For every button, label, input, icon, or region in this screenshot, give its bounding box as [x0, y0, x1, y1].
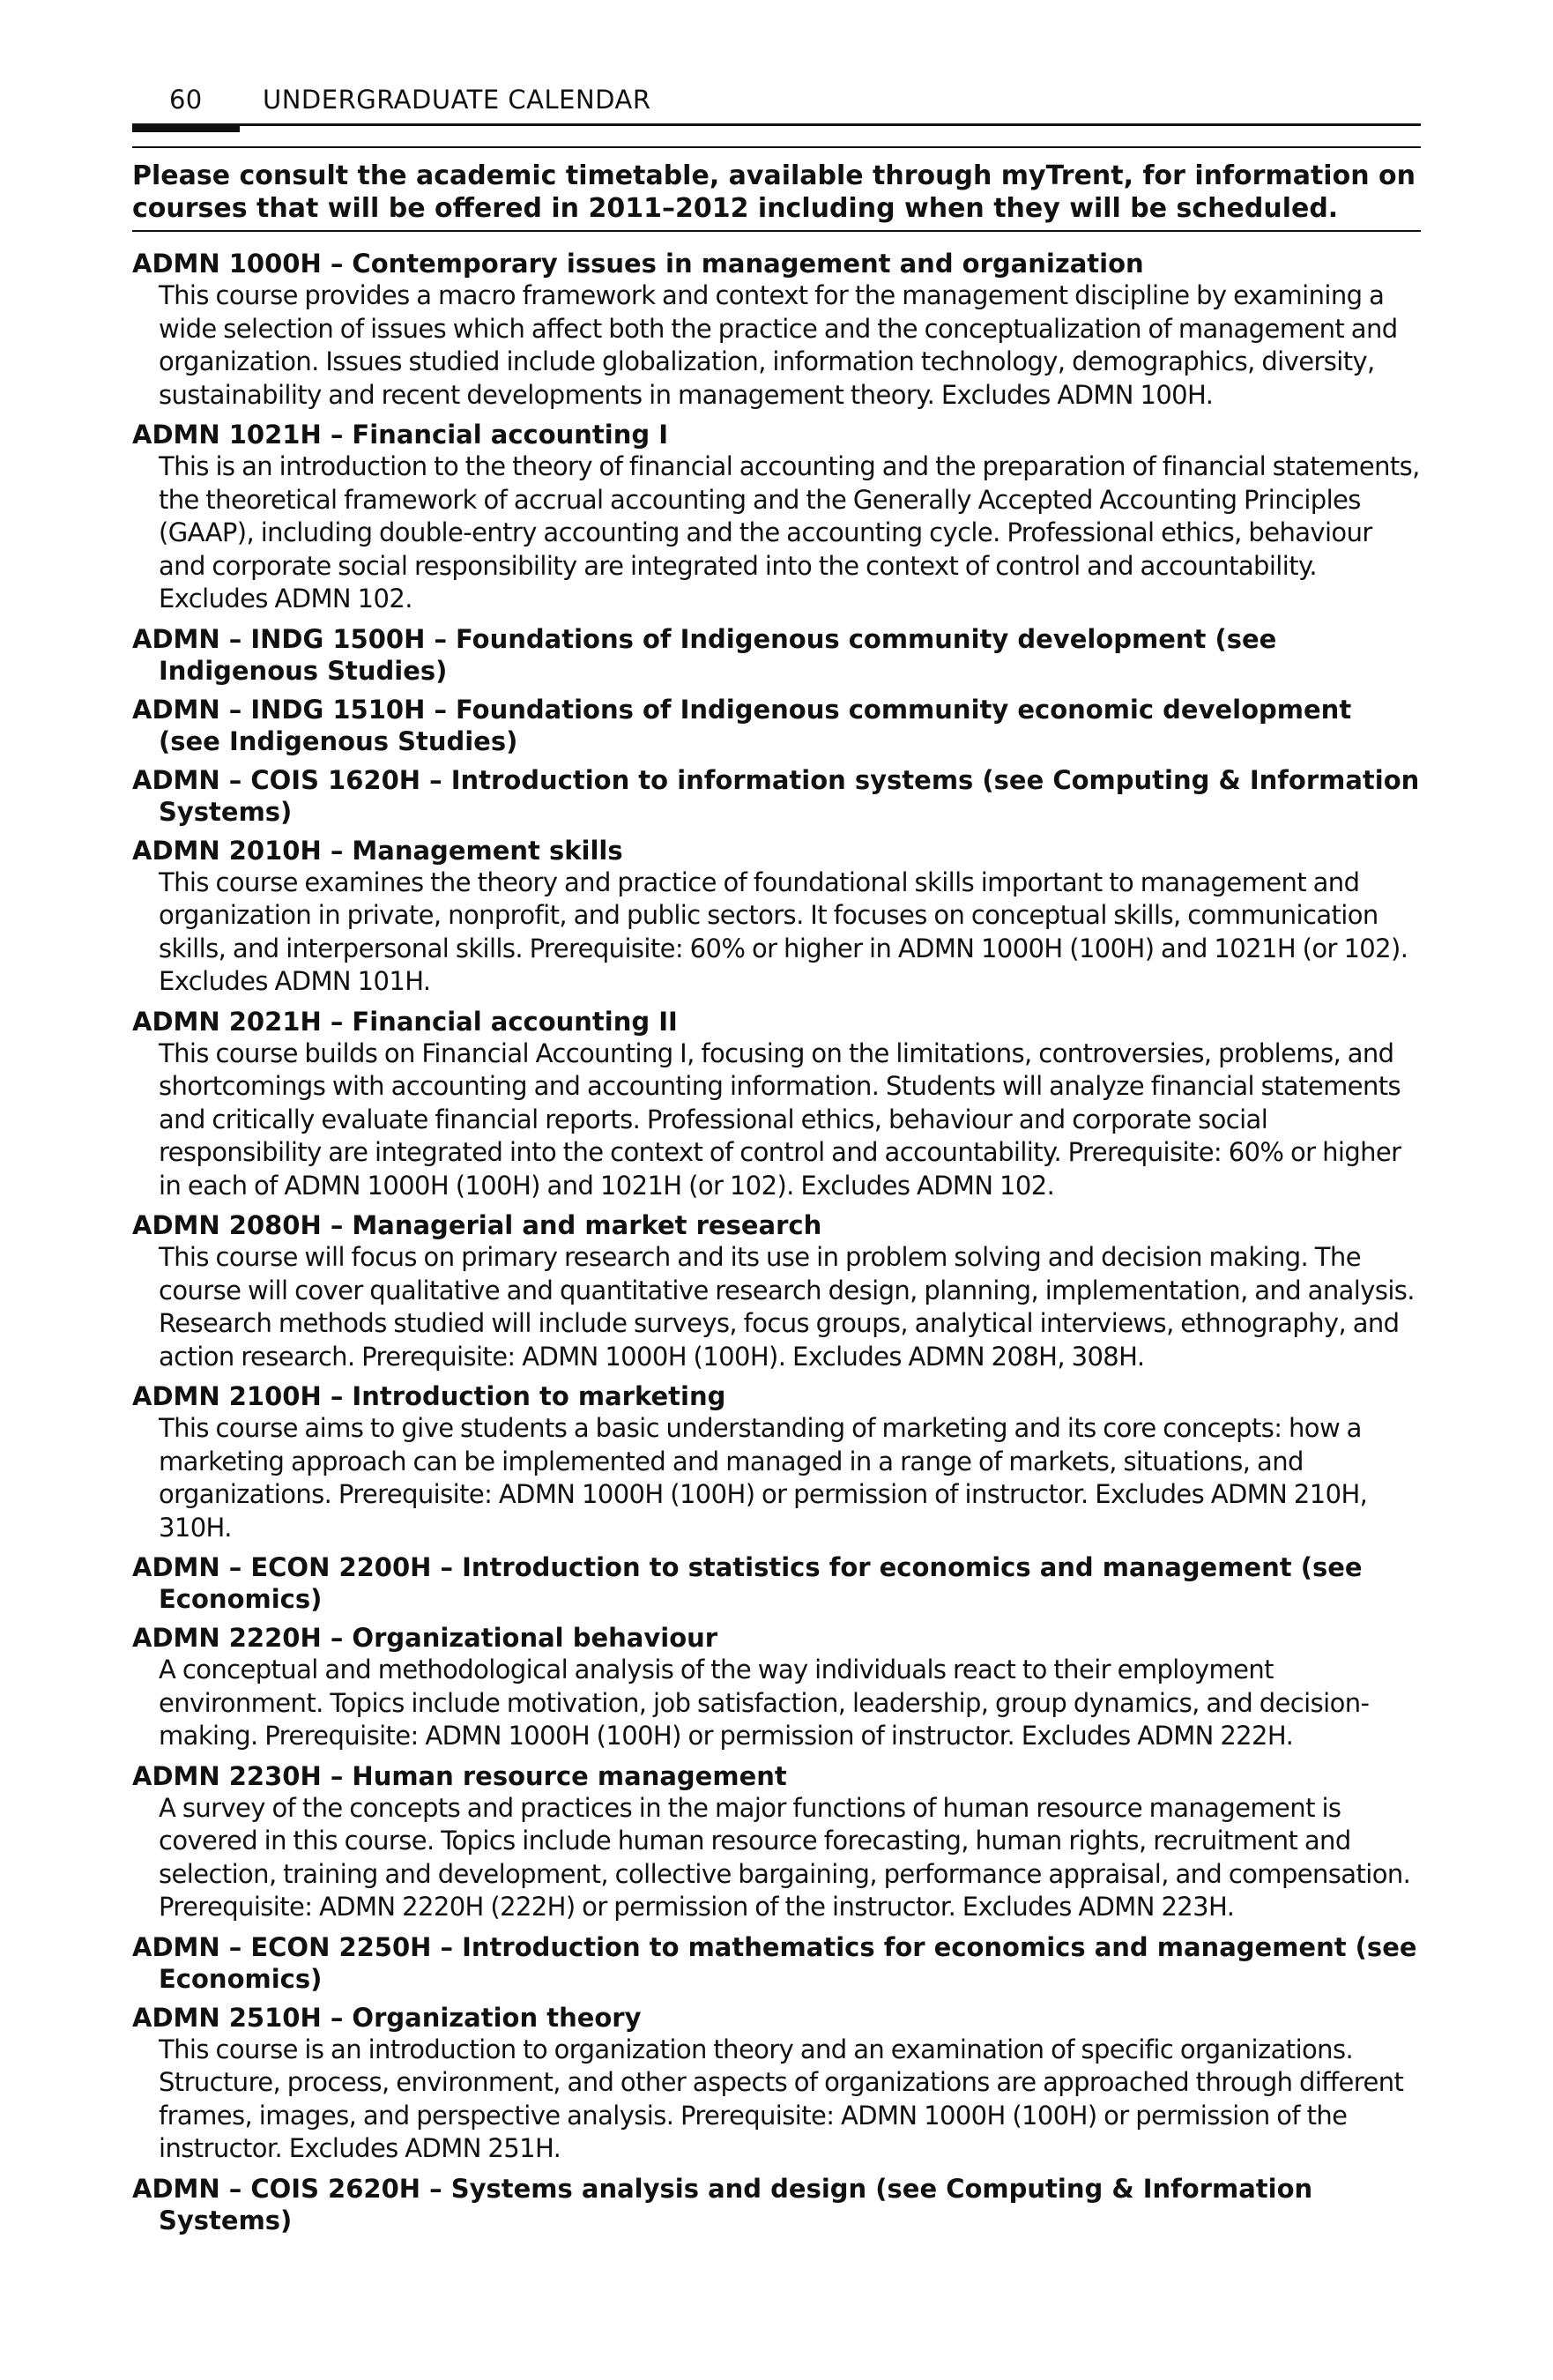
course-entry: [132, 248, 1421, 412]
notice-bottom-rule: [132, 230, 1421, 232]
header-tab-marker: [132, 123, 240, 132]
course-heading: ADMN 2080H – Managerial and market research: [132, 1210, 822, 1240]
course-heading: ADMN 2100H – Introduction to marketing: [132, 1381, 726, 1411]
course-entry: [132, 1760, 1421, 1924]
course-entry: [132, 1931, 1421, 1995]
course-entry: [132, 694, 1421, 757]
course-heading: ADMN 2010H – Management skills: [132, 835, 623, 866]
course-heading: ADMN 2021H – Financial accounting II: [132, 1006, 678, 1037]
course-heading: ADMN 2220H – Organizational behaviour: [132, 1623, 718, 1653]
calendar-page: [132, 78, 1421, 2243]
course-description: A conceptual and methodological analysis of the way individuals react to their employment environment. Topics include motivation, job satisfaction, leadership, group dynamics, and decision-making. Prerequisite: ADMN 1000H (100H) or permission of instructor. Excludes ADMN 222H.: [159, 1655, 1370, 1751]
course-entry: [132, 1622, 1421, 1753]
course-description: This is an introduction to the theory of financial accounting and the preparation of financial statements, the theoretical framework of accrual accounting and the Generally Accepted Accounting Principles (GAAP), including double-entry accounting and the accounting cycle. Professional ethics, behaviour and corporate social responsibility are integrated into the context of control and accountability. Excludes ADMN 102.: [159, 451, 1420, 614]
course-description: This course builds on Financial Accounting I, focusing on the limitations, controversies, problems, and shortcomings with accounting and accounting information. Students will analyze financial statements and critically evaluate financial reports. Professional ethics, behaviour and corporate social responsibility are integrated into the context of control and accountability. Prerequisite: 60% or higher in each of ADMN 1000H (100H) and 1021H (or 102). Excludes ADMN 102.: [159, 1038, 1401, 1201]
header-title: UNDERGRADUATE CALENDAR: [263, 85, 651, 115]
course-entry: [132, 1209, 1421, 1373]
course-entry: [132, 764, 1421, 828]
course-description: This course aims to give students a basic understanding of marketing and its core concepts: how a marketing approach can be implemented and managed in a range of markets, situations, and organizations. Prerequisite: ADMN 1000H (100H) or permission of instructor. Excludes ADMN 210H, 310H.: [159, 1413, 1368, 1543]
course-description: A survey of the concepts and practices in the major functions of human resource management is covered in this course. Topics include human resource forecasting, human rights, recruitment and selection, training and development, collective bargaining, performance appraisal, and compensation. Prerequisite: ADMN 2220H (222H) or permission of the instructor. Excludes ADMN 223H.: [159, 1792, 1411, 1922]
course-entry: [132, 1006, 1421, 1203]
course-entry: [132, 2002, 1421, 2166]
course-entry: [132, 2173, 1421, 2236]
course-heading: ADMN – COIS 2620H – Systems analysis and design (see Computing & Information Systems): [132, 2173, 1313, 2235]
course-heading: ADMN – INDG 1510H – Foundations of Indigenous community economic development (see Indigenous Studies): [132, 694, 1352, 756]
course-entry: [132, 1551, 1421, 1615]
course-entry: [132, 835, 1421, 999]
course-description: This course provides a macro framework and context for the management discipline by examining a wide selection of issues which affect both the practice and the conceptualization of management and organization. Issues studied include globalization, information technology, demographics, diversity, sustainability and recent developments in management theory. Excludes ADMN 100H.: [159, 280, 1398, 410]
course-entry: [132, 1380, 1421, 1544]
course-heading: ADMN 1000H – Contemporary issues in management and organization: [132, 249, 1144, 279]
timetable-notice: Please consult the academic timetable, available through myTrent, for information on courses that will be offered in 2011–2012 including when they will be scheduled.: [132, 160, 1416, 224]
course-description: This course is an introduction to organization theory and an examination of specific organizations. Structure, process, environment, and other aspects of organizations are approached through different frames, images, and perspective analysis. Prerequisite: ADMN 1000H (100H) or permission of the instructor. Excludes ADMN 251H.: [159, 2034, 1404, 2163]
header-rule: [132, 123, 1421, 126]
course-description: This course examines the theory and practice of foundational skills important to management and organization in private, nonprofit, and public sectors. It focuses on conceptual skills, communication skills, and interpersonal skills. Prerequisite: 60% or higher in ADMN 1000H (100H) and 1021H (or 102). Excludes ADMN 101H.: [159, 866, 1408, 996]
course-heading: ADMN – INDG 1500H – Foundations of Indigenous community development (see Indigenous Studies): [132, 623, 1277, 686]
running-header: [132, 78, 1421, 125]
course-heading: ADMN 2510H – Organization theory: [132, 2002, 642, 2033]
course-entry: [132, 419, 1421, 616]
course-heading: ADMN – ECON 2200H – Introduction to statistics for economics and management (see Economics): [132, 1552, 1363, 1614]
course-heading: ADMN 1021H – Financial accounting I: [132, 420, 669, 450]
course-description: This course will focus on primary research and its use in problem solving and decision making. The course will cover qualitative and quantitative research design, planning, implementation, and analysis. Research methods studied will include surveys, focus groups, analytical interviews, ethnography, and action research. Prerequisite: ADMN 1000H (100H). Excludes ADMN 208H, 308H.: [159, 1242, 1415, 1372]
notice-top-rule: [132, 146, 1421, 148]
course-heading: ADMN – ECON 2250H – Introduction to mathematics for economics and management (see Economics): [132, 1931, 1417, 1994]
course-list: [132, 248, 1421, 2236]
course-heading: ADMN – COIS 1620H – Introduction to information systems (see Computing & Information Systems): [132, 764, 1420, 827]
course-heading: ADMN 2230H – Human resource management: [132, 1760, 787, 1791]
page-number: 60: [169, 85, 203, 115]
course-entry: [132, 623, 1421, 687]
